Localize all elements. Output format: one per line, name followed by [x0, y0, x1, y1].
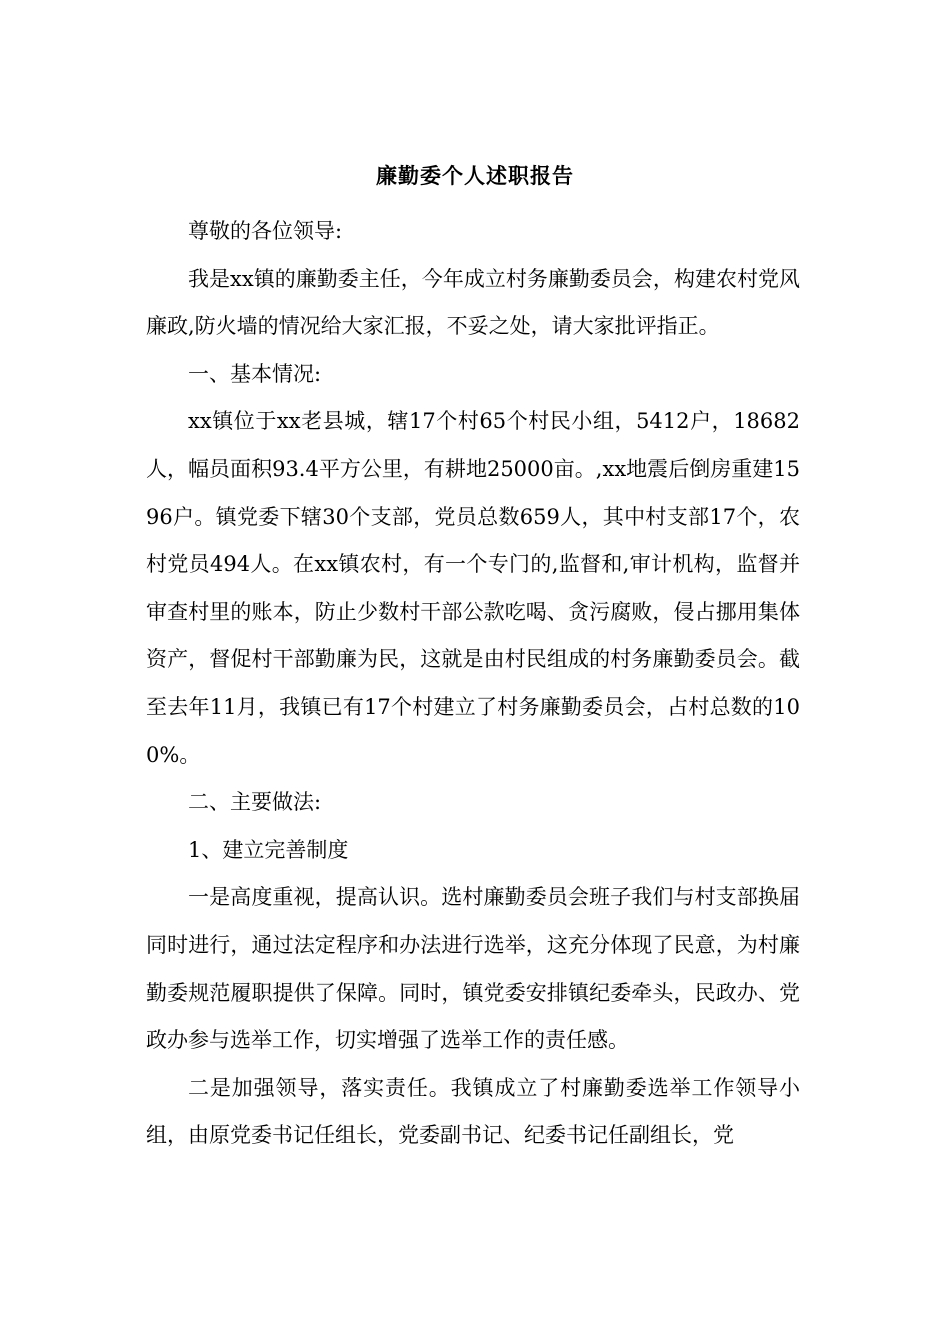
paragraph-salutation: 尊敬的各位领导:	[188, 219, 343, 243]
subheading-establish-system: 1、建立完善制度	[188, 837, 349, 862]
section-heading-basic-situation: 一、基本情况:	[188, 361, 322, 386]
section-heading-main-practices: 二、主要做法:	[188, 790, 322, 815]
paragraph-intro: 我是xx镇的廉勤委主任，今年成立村务廉勤委员会，构建农村党风廉政,防火墙的情况给大家汇报，不妥之处，请大家批评指正。	[146, 266, 800, 339]
paragraph-point-two: 二是加强领导，落实责任。我镇成立了村廉勤委选举工作领导小组，由原党委书记任组长，党委副书记、纪委书记任副组长，党	[146, 1075, 800, 1148]
document-body	[146, 208, 800, 1160]
document-title: 廉勤委个人述职报告	[376, 163, 574, 188]
paragraph-point-one: 一是高度重视，提高认识。选村廉勤委员会班子我们与村支部换届同时进行，通过法定程序和办法进行选举，这充分体现了民意，为村廉勤委规范履职提供了保障。同时，镇党委安排镇纪委牵头，民政办、党政办参与选举工作，切实增强了选举工作的责任感。	[146, 885, 800, 1053]
paragraph-basic-situation: xx镇位于xx老县城，辖17个村65个村民小组，5412户，18682人，幅员面积93.4平方公里，有耕地25000亩。,xx地震后倒房重建1596户。镇党委下辖30个支部，党员总数659人，其中村支部17个，农村党员494人。在xx镇农村，有一个专门的,监督和,审计机构，监督并审查村里的账本，防止少数村干部公款吃喝、贪污腐败，侵占挪用集体资产，督促村干部勤廉为民，这就是由村民组成的村务廉勤委员会。截至去年11月，我镇已有17个村建立了村务廉勤委员会，占村总数的100%。	[146, 409, 800, 767]
